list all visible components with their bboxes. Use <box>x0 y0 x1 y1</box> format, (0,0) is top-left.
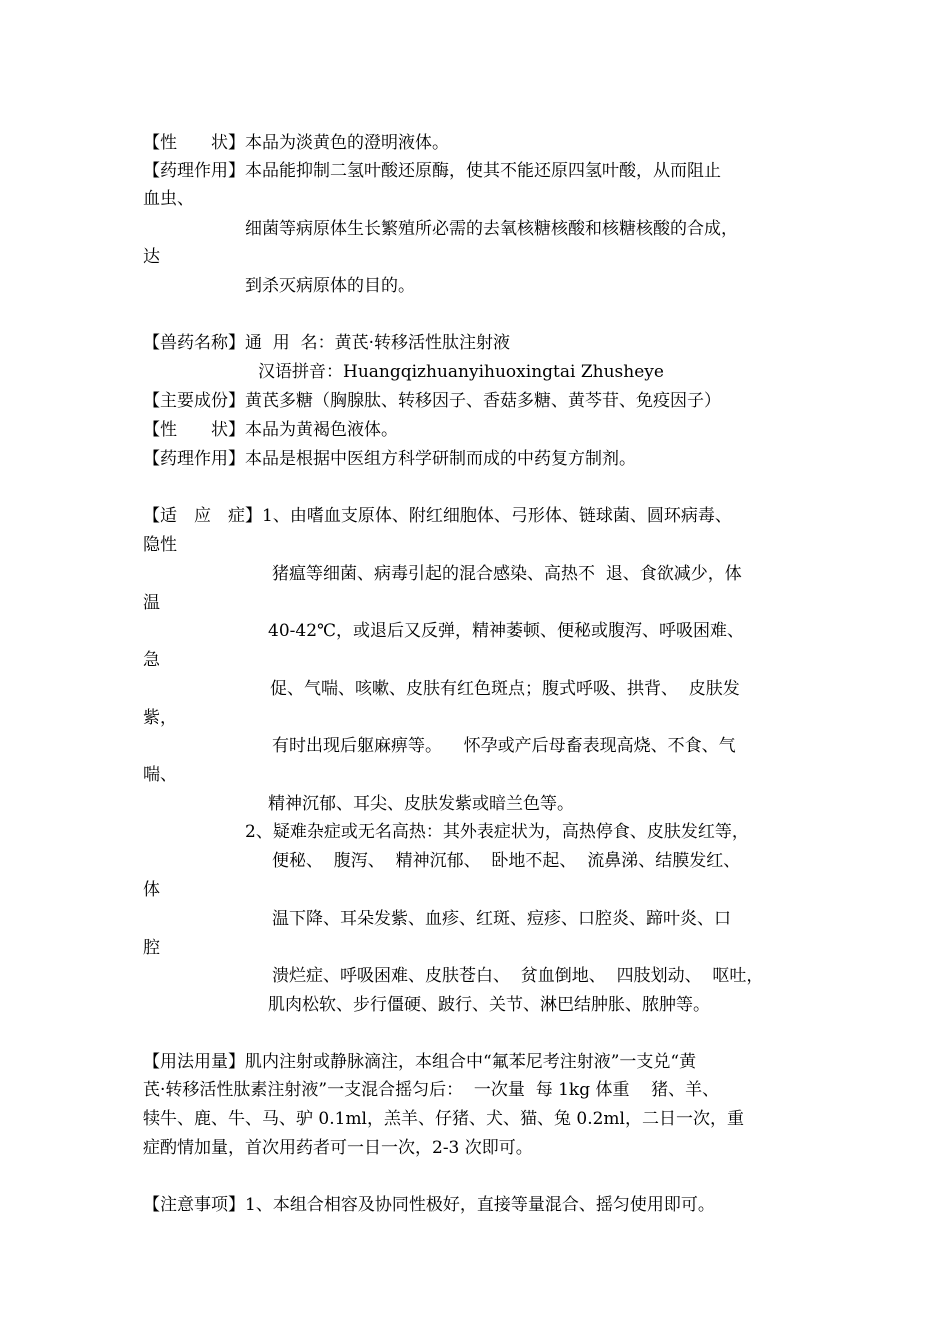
text-line: 血虫、 <box>143 189 194 209</box>
text-line: 【兽药名称】通 用 名：黄芪·转移活性肽注射液 <box>143 333 511 353</box>
text-line: 40-42℃，或退后又反弹，精神萎顿、便秘或腹泻、呼吸困难、 <box>268 621 745 641</box>
text-line: 有时出现后躯麻痹等。 怀孕或产后母畜表现高烧、不食、气 <box>272 736 736 756</box>
text-line: 便秘、 腹泻、 精神沉郁、 卧地不起、 流鼻涕、结膜发红、 <box>272 851 741 871</box>
text-line: 肌肉松软、步行僵硬、跛行、关节、淋巴结肿胀、脓肿等。 <box>268 995 710 1015</box>
text-line: 【药理作用】本品是根据中医组方科学研制而成的中药复方制剂。 <box>143 449 636 469</box>
text-line: 犊牛、鹿、牛、马、驴 0.1ml，羔羊、仔猪、犬、猫、兔 0.2ml，二日一次，重 <box>143 1109 744 1129</box>
text-line: 到杀灭病原体的目的。 <box>245 276 415 296</box>
text-line: 腔 <box>143 938 160 958</box>
text-line: 【性 状】本品为淡黄色的澄明液体。 <box>143 133 449 153</box>
text-line: 【用法用量】肌内注射或静脉滴注，本组合中“氟苯尼考注射液”一支兑“黄 <box>143 1052 697 1072</box>
text-line: 汉语拼音：Huangqizhuanyihuoxingtai Zhusheye <box>258 362 664 382</box>
text-line: 急 <box>143 650 160 670</box>
text-line: 【性 状】本品为黄褐色液体。 <box>143 420 398 440</box>
text-line: 2、疑难杂症或无名高热：其外表症状为，高热停食、皮肤发红等， <box>245 822 749 842</box>
text-line: 症酌情加量，首次用药者可一日一次，2-3 次即可。 <box>143 1138 533 1158</box>
text-line: 细菌等病原体生长繁殖所必需的去氧核糖核酸和核糖核酸的合成， <box>245 219 738 239</box>
text-line: 【主要成份】黄芪多糖（胸腺肽、转移因子、香菇多糖、黄芩苷、免疫因子） <box>143 391 721 411</box>
text-line: 体 <box>143 880 160 900</box>
text-line: 温下降、耳朵发紫、血疹、红斑、痘疹、口腔炎、蹄叶炎、口 <box>272 909 731 929</box>
text-line: 芪·转移活性肽素注射液”一支混合摇匀后： 一次量 每 1kg 体重 猪、羊、 <box>143 1080 720 1100</box>
text-line: 溃烂症、呼吸困难、皮肤苍白、 贫血倒地、 四肢划动、 呕吐， <box>272 966 764 986</box>
text-line: 喘、 <box>143 765 177 785</box>
text-line: 【注意事项】1、本组合相容及协同性极好，直接等量混合、摇匀使用即可。 <box>143 1195 715 1215</box>
text-line: 促、气喘、咳嗽、皮肤有红色斑点；腹式呼吸、拱背、 皮肤发 <box>270 679 740 699</box>
text-line: 【药理作用】本品能抑制二氢叶酸还原酶，使其不能还原四氢叶酸，从而阻止 <box>143 161 721 181</box>
text-line: 隐性 <box>143 535 177 555</box>
text-line: 达 <box>143 247 160 267</box>
text-line: 精神沉郁、耳尖、皮肤发紫或暗兰色等。 <box>268 794 574 814</box>
text-line: 【适 应 症】1、由嗜血支原体、附红细胞体、弓形体、链球菌、圆环病毒、 <box>143 506 732 526</box>
text-line: 温 <box>143 593 160 613</box>
text-line: 猪瘟等细菌、病毒引起的混合感染、高热不 退、食欲减少，体 <box>272 564 742 584</box>
text-line: 紫， <box>143 708 177 728</box>
